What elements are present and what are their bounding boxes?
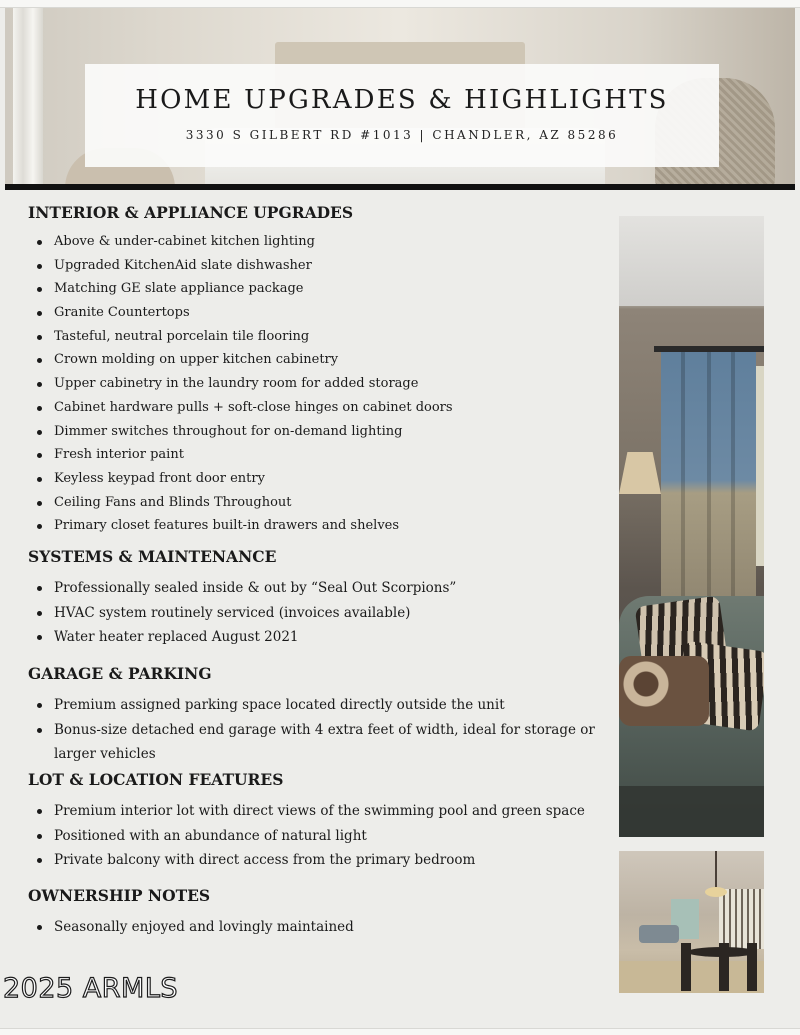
garage-parking-list [28, 693, 613, 767]
page-title: HOME UPGRADES & HIGHLIGHTS [135, 85, 669, 115]
list-item: Seasonally enjoyed and lovingly maintained [28, 915, 613, 940]
lot-location-list [28, 799, 613, 873]
photo-curtain-fold [707, 350, 711, 610]
list-item: Granite Countertops [28, 301, 613, 325]
list-item: Primary closet features built-in drawers and shelves [28, 514, 613, 538]
list-item: Dimmer switches throughout for on-demand lighting [28, 420, 613, 444]
list-item: Positioned with an abundance of natural light [28, 824, 613, 849]
section-heading-systems: SYSTEMS & MAINTENANCE [28, 547, 277, 566]
list-item: Matching GE slate appliance package [28, 277, 613, 301]
banner-divider-bar [5, 184, 795, 190]
photo-chair [719, 943, 729, 991]
top-edge-strip [0, 0, 800, 8]
photo-chair [681, 943, 691, 991]
list-item: Premium interior lot with direct views of the swimming pool and green space [28, 799, 613, 824]
property-address: 3330 S GILBERT RD #1013 | CHANDLER, AZ 85286 [185, 128, 619, 142]
ownership-notes-list [28, 915, 613, 940]
list-item: Keyless keypad front door entry [28, 467, 613, 491]
photo-lamp [619, 452, 661, 494]
photo-sofa [639, 925, 679, 943]
section-heading-lot: LOT & LOCATION FEATURES [28, 770, 284, 789]
list-item: Premium assigned parking space located directly outside the unit [28, 693, 613, 718]
photo-curtain-rod [654, 346, 764, 352]
bottom-edge-strip [0, 1028, 800, 1035]
dining-room-photo [619, 851, 764, 993]
list-item: HVAC system routinely serviced (invoices available) [28, 601, 613, 626]
title-box [85, 64, 719, 167]
copyright-watermark: 2025 ARMLS [3, 973, 179, 1004]
list-item: Private balcony with direct access from the primary bedroom [28, 848, 613, 873]
list-item: Upgraded KitchenAid slate dishwasher [28, 254, 613, 278]
list-item: Tasteful, neutral porcelain tile flooring [28, 325, 613, 349]
list-item: Cabinet hardware pulls + soft-close hinges on cabinet doors [28, 396, 613, 420]
header-banner-photo [5, 8, 795, 190]
list-item: Ceiling Fans and Blinds Throughout [28, 491, 613, 515]
list-item: Bonus-size detached end garage with 4 extra feet of width, ideal for storage or larger vehicles [28, 718, 613, 767]
list-item: Professionally sealed inside & out by “Seal Out Scorpions” [28, 576, 613, 601]
section-heading-interior: INTERIOR & APPLIANCE UPGRADES [28, 203, 354, 222]
section-heading-ownership: OWNERSHIP NOTES [28, 886, 211, 905]
interior-upgrades-list [28, 230, 613, 538]
photo-floor [619, 961, 764, 993]
living-room-photo [619, 216, 764, 837]
photo-ceiling [619, 216, 764, 306]
photo-chandelier-stem [715, 851, 717, 891]
list-item: Water heater replaced August 2021 [28, 625, 613, 650]
photo-chair [747, 943, 757, 991]
photo-curtain-fold [681, 350, 685, 610]
photo-curtain-fold [731, 350, 735, 610]
list-item: Above & under-cabinet kitchen lighting [28, 230, 613, 254]
photo-window [719, 889, 764, 949]
photo-chandelier [705, 887, 727, 897]
section-heading-garage: GARAGE & PARKING [28, 664, 212, 683]
list-item: Fresh interior paint [28, 443, 613, 467]
banner-curtain [13, 8, 43, 190]
photo-pillow [619, 656, 709, 726]
list-item: Upper cabinetry in the laundry room for added storage [28, 372, 613, 396]
list-item: Crown molding on upper kitchen cabinetry [28, 348, 613, 372]
systems-maintenance-list [28, 576, 613, 650]
photo-coffee-table [619, 786, 764, 837]
